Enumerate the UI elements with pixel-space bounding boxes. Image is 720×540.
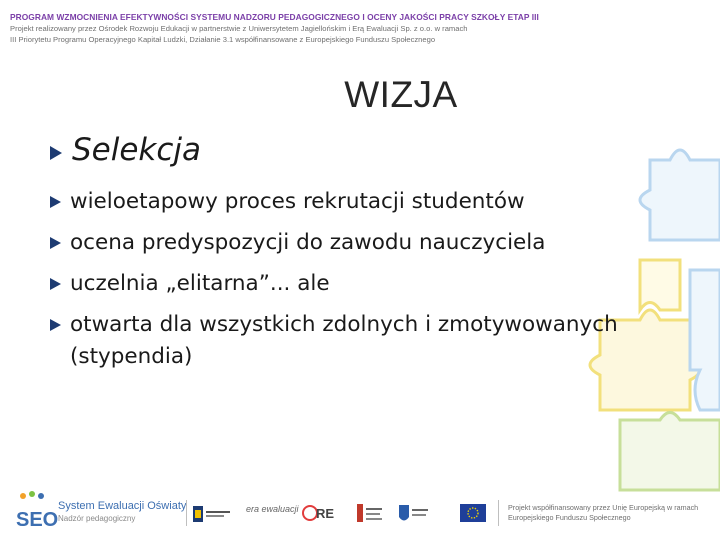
triangle-bullet-icon [50,196,61,208]
ministry-logo-icon [354,502,384,526]
eu-flag-icon [460,504,486,522]
triangle-bullet-icon [50,319,61,331]
puzzle-piece-green [620,413,720,491]
divider [186,500,187,526]
list-item [50,309,710,373]
triangle-bullet-icon [50,237,61,249]
list-item [50,186,710,218]
list-item-text: wieloetapowy proces rekrutacji studentów [70,189,525,214]
section-heading-text: Selekcja [72,132,202,168]
cofinancing-note: Projekt współfinansowany przez Unię Europejską w ramach Europejskiego Funduszu Społecznego [508,503,699,522]
bullet-list [50,186,710,373]
slide-title: WIZJA [344,74,458,115]
svg-text:SEO: SEO [16,509,59,531]
program-title: PROGRAM WZMOCNIENIA EFEKTYWNOŚCI SYSTEMU NADZORU PEDAGOGICZNEGO I OCENY JAKOŚCI PRACY SZKOŁY ETAP III [10,12,539,22]
seo-name: System Ewaluacji Oświaty [58,500,187,512]
university-logo-icon [396,502,430,526]
era-ewaluacji-logo: era ewaluacji [246,504,299,514]
project-info-line-1: Projekt realizowany przez Ośrodek Rozwoju Edukacji w partnerstwie z Uniwersytetem Jagiellońskim i Erą Ewaluacji Sp. z o.o. w ramach [10,24,468,33]
footer-logos [0,486,720,540]
seo-logo-icon [14,490,59,531]
kapital-ludzki-logo-icon [192,502,232,526]
list-item [50,268,710,300]
project-info-line-2: III Priorytetu Programu Operacyjnego Kapitał Ludzki, Działanie 3.1 współfinansowane z Europejskiego Funduszu Społecznego [10,35,436,44]
section-heading [50,132,201,168]
list-item-text: ocena predyspozycji do zawodu nauczyciela [70,230,546,255]
divider [498,500,499,526]
list-item-text: otwarta dla wszystkich zdolnych i zmotywowanych (stypendia) [70,312,618,369]
ore-logo-icon [302,502,344,524]
triangle-bullet-icon [50,146,62,160]
list-item [50,227,710,259]
triangle-bullet-icon [50,278,61,290]
seo-subtitle: Nadzór pedagogiczny [58,514,136,523]
svg-text:RE: RE [316,506,335,521]
list-item-text: uczelnia „elitarna”... ale [70,271,330,296]
project-header [10,12,610,44]
